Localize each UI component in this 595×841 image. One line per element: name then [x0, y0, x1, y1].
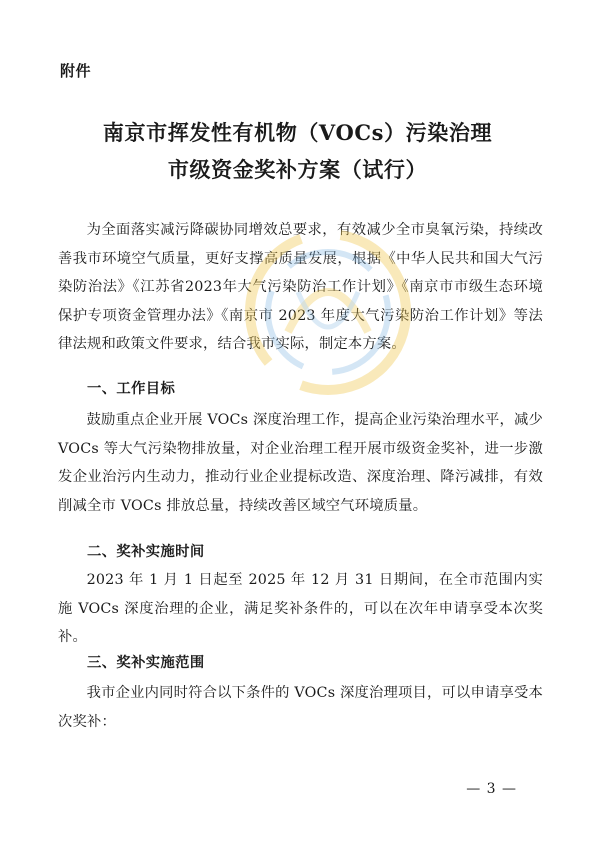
goal-text: 鼓励重点企业开展 VOCs 深度治理工作，提高企业污染治理水平，减少 VOCs 等大气污染物排放量，对企业治理工程开展市级资金奖补，进一步激发企业治污内生动力，推动行业企业提标改造、深度治理、降污减排，有效削减全市 VOCs 排放总量，持续改善区域空气环境质量。	[58, 412, 543, 514]
document-title-line-1: 南京市挥发性有机物（VOCs）污染治理	[102, 120, 493, 145]
intro-text: 为全面落实减污降碳协同增效总要求，有效减少全市臭氧污染，持续改善我市环境空气质量，更好支撑高质量发展，根据《中华人民共和国大气污染防治法》《江苏省2023年大气污染防治工作计划》《南京市市级生态环境保护专项资金管理办法》《南京市 2023 年度大气污染防治工作计划》等法律法规和政策文件要求，结合我市实际，制定本方案。	[58, 222, 543, 352]
intro-paragraph	[58, 216, 543, 359]
goal-paragraph	[58, 406, 543, 520]
scope-paragraph	[58, 679, 543, 736]
scope-text: 我市企业内同时符合以下条件的 VOCs 深度治理项目，可以申请享受本次奖补：	[58, 685, 543, 730]
section-heading-goal: 一、工作目标	[87, 381, 176, 397]
time-text: 2023 年 1 月 1 日起至 2025 年 12 月 31 日期间，在全市范围内实施 VOCs 深度治理的企业，满足奖补条件的，可以在次年申请享受本次奖补。	[58, 572, 543, 645]
page-number: — 3 —	[466, 781, 517, 797]
attachment-label: 附件	[60, 62, 92, 80]
document-title-line-2: 市级资金奖补方案（试行）	[167, 157, 428, 182]
time-paragraph	[58, 566, 543, 652]
section-heading-scope: 三、奖补实施范围	[87, 655, 205, 671]
section-heading-time: 二、奖补实施时间	[87, 544, 205, 560]
